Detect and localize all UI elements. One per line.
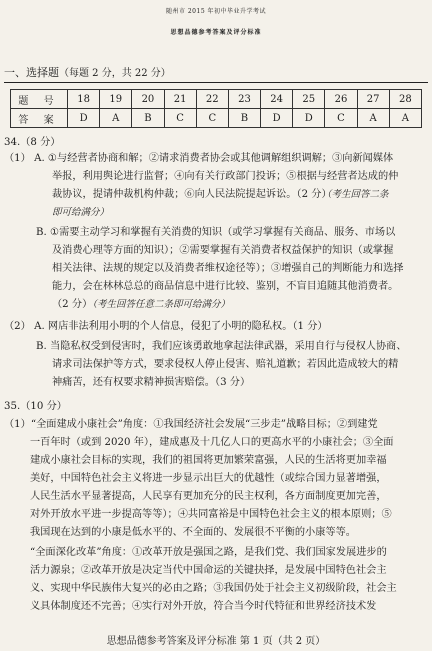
- page-footer: 思想品德参考答案及评分标准 第 1 页（共 2 页）: [106, 636, 326, 647]
- q34-1b-line: 能力，会在林林总总的商品信息中进行比较、鉴别，不盲目追随其他消费者。: [52, 281, 399, 292]
- table-cell: 19: [100, 90, 132, 109]
- q35-line: 一百年时（或到 2020 年），建成惠及十几亿人口的更高水平的小康社会；③全面: [30, 437, 394, 448]
- q35-line: 活力源泉；②改革开放是决定当代中国命运的关键抉择，是发展中国特色社会主: [30, 565, 387, 576]
- answer-row: [11, 109, 422, 128]
- table-cell: B: [132, 109, 164, 128]
- table-cell: 20: [132, 90, 164, 109]
- table-cell: C: [164, 109, 196, 128]
- page-title: 思想品德参考答案及评分标准: [170, 29, 262, 36]
- q35-line: （1）“全面建成小康社会”角度：①我国经济社会发展“三步走”战略目标；②到建党: [4, 419, 378, 430]
- q34-1b-line: 相关法律、法规的规定以及消费者维权途径等）；③增强自己的判断能力和选择: [52, 263, 404, 274]
- q35-line: 建成小康社会目标的实现，我们的祖国将更加繁荣富强，人民的生活将更加幸福: [30, 455, 387, 466]
- q34-1a-line: （1） A. ①与经营者协商和解；②请求消费者协会或其他调解组织调解；③向新闻媒体: [4, 153, 394, 164]
- q35-line: 美好，中国特色社会主义将进一步显示出巨大的优越性（或综合国力显著增强，: [30, 473, 387, 484]
- answer-table: [10, 89, 422, 128]
- q35-line: 义具体制度还不完善；④实行对外开放，符合当今时代特征和世界经济技术发: [30, 601, 377, 612]
- handwritten-text: 即可给满分）: [52, 207, 110, 218]
- table-cell: C: [196, 109, 228, 128]
- table-cell: 18: [68, 90, 100, 109]
- handwritten-text: （考生回答二条: [322, 189, 389, 200]
- exam-header: 随州市 2015 年初中毕业升学考试: [165, 8, 267, 15]
- q34-1a-line: 裁协议，提请仲裁机构仲裁；⑥向人民法院提起诉讼。（2 分）: [52, 189, 332, 200]
- q34-1a-line: 举报，利用舆论进行监督；④向有关行政部门投诉；⑤根据与经营者达成的仲: [52, 171, 399, 182]
- table-cell: 23: [228, 90, 260, 109]
- q34-1a-handwritten-note: [52, 204, 109, 222]
- q34-1b-line: 及消费心理等方面的知识）；②需要掌握有关消费者权益保护的知识（或掌握: [52, 245, 394, 256]
- table-cell: C: [325, 109, 357, 128]
- row-label-answer: 答 案: [11, 109, 68, 128]
- q34-1b-line: B. ①需要主动学习和掌握有关消费的知识（或学习掌握有关商品、服务、市场以: [36, 227, 396, 238]
- section1-note: （每题 2 分，共 22 分）: [59, 68, 171, 79]
- table-cell: A: [100, 109, 132, 128]
- q34-heading: 34.（8 分）: [4, 137, 61, 148]
- table-cell: 27: [357, 90, 389, 109]
- q34-1b-score-line: [52, 296, 230, 314]
- q35-line: 人民生活水平显著提高，人民享有更加充分的民主权利，各方面制度更加完善，: [30, 491, 387, 502]
- table-cell: 24: [261, 90, 293, 109]
- q34-1a-handwritten-note: [322, 186, 389, 204]
- question-number-row: [11, 90, 422, 109]
- q34-2b-line: 请求司法保护等方式，要求侵权人停止侵害、赔礼道歉；若因此造成较大的精: [52, 359, 399, 370]
- table-cell: 26: [325, 90, 357, 109]
- table-cell: D: [261, 109, 293, 128]
- q34-2b-line: B. 当隐私权受到侵害时，我们应该勇敢地拿起法律武器，采用自行与侵权人协商、: [36, 341, 407, 352]
- q35-line: “全面深化改革”角度：①改革开放是强国之路，是我们党、我们国家发展进步的: [30, 547, 387, 558]
- q35-line: 对外开放水平进一步提高等等）；④共同富裕是中国特色社会主义的根本原则；⑤: [30, 509, 392, 520]
- section-divider: [4, 82, 428, 83]
- table-cell: D: [293, 109, 325, 128]
- table-cell: 22: [196, 90, 228, 109]
- q34-2a-line: （2） A. 网店非法利用小明的个人信息，侵犯了小明的隐私权。（1 分）: [4, 321, 328, 332]
- table-cell: 28: [389, 90, 421, 109]
- row-label-number: 题 号: [11, 90, 68, 109]
- section1-heading: [4, 64, 171, 80]
- table-cell: 25: [293, 90, 325, 109]
- q35-line: 义、实现中华民族伟大复兴的必由之路；③我国仍处于社会主义初级阶段，社会主: [30, 583, 397, 594]
- q35-line: 我国现在达到的小康是低水平的、不全面的、发展很不平衡的小康等等。: [30, 527, 356, 538]
- table-cell: D: [68, 109, 100, 128]
- table-cell: B: [228, 109, 260, 128]
- table-cell: A: [357, 109, 389, 128]
- q34-2b-line: 神痛苦，还有权要求精神损害赔偿。（3 分）: [52, 377, 251, 388]
- q35-heading: 35.（10 分）: [4, 401, 67, 412]
- table-cell: 21: [164, 90, 196, 109]
- handwritten-text: （考生回答任意二条即可给满分）: [92, 299, 231, 310]
- score-text: （2 分）: [52, 299, 93, 310]
- section1-label: 一、选择题: [4, 66, 59, 79]
- table-cell: A: [389, 109, 421, 128]
